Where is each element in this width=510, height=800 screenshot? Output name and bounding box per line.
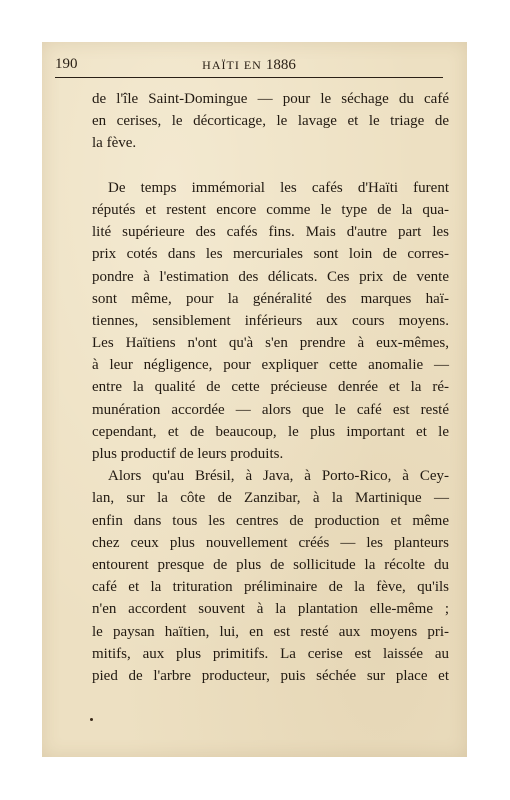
- text-line: entourent presque de plus de sollicitude la récolte du: [92, 556, 449, 573]
- ink-speck: [90, 718, 93, 721]
- body-text: [92, 88, 449, 687]
- text-line: lan, sur la côte de Zanzibar, à la Martinique —: [92, 490, 449, 507]
- text-line: prix cotés dans les mercuriales sont loin de corres-: [92, 246, 449, 263]
- text-line: Alors qu'au Brésil, à Java, à Porto-Rico, à Cey-: [108, 468, 449, 485]
- text-line: De temps immémorial les cafés d'Haïti furent: [108, 179, 449, 196]
- text-line: tiennes, sensiblement inférieurs aux cours moyens.: [92, 312, 449, 329]
- page-number: 190: [55, 56, 78, 72]
- text-line: chez ceux plus nouvellement créés — les planteurs: [92, 534, 449, 551]
- text-line: lité supérieure des cafés fins. Mais d'autre part les: [92, 224, 449, 241]
- paragraph: [92, 88, 449, 155]
- text-line: enfin dans tous les centres de production et même: [92, 512, 449, 529]
- text-line: la fève.: [92, 135, 137, 152]
- running-title-year: 1886: [265, 57, 296, 73]
- paragraph: [92, 177, 449, 465]
- text-line: munération accordée — alors que le café est resté: [92, 401, 449, 418]
- paragraph: [92, 465, 449, 687]
- text-line: entre la qualité de cette précieuse denrée et la ré-: [92, 379, 449, 396]
- page-header: [55, 56, 443, 76]
- text-line: de l'île Saint-Domingue — pour le séchage du café: [92, 91, 449, 107]
- text-line: en cerises, le décorticage, le lavage et le triage de: [92, 113, 449, 130]
- text-line: n'en accordent souvent à la plantation elle-même ;: [92, 601, 449, 618]
- text-line: mitifs, aux plus primitifs. La cerise est laissée au: [92, 645, 449, 662]
- text-line: pied de l'arbre producteur, puis séchée sur place et: [92, 667, 449, 684]
- running-title: [55, 57, 443, 74]
- text-line: à leur négligence, pour expliquer cette anomalie —: [92, 357, 449, 374]
- text-line: plus productif de leurs produits.: [92, 446, 284, 462]
- text-line: sont même, pour la généralité des marques haï-: [92, 290, 449, 307]
- text-line: pondre à l'estimation des délicats. Ces prix de vente: [92, 268, 449, 285]
- text-line: réputés et restent encore comme le type de la qua-: [92, 201, 449, 218]
- paragraph-gap: [92, 155, 449, 177]
- text-line: café et la trituration préliminaire de la fève, qu'ils: [92, 579, 449, 596]
- running-title-text: HAÏTI EN: [202, 58, 262, 72]
- text-line: le paysan haïtien, lui, en est resté aux moyens pri-: [92, 623, 449, 640]
- header-rule: [55, 77, 443, 78]
- text-line: cependant, et de beaucoup, le plus important et le: [92, 423, 449, 440]
- text-line: Les Haïtiens n'ont qu'à s'en prendre à eux-mêmes,: [92, 335, 449, 352]
